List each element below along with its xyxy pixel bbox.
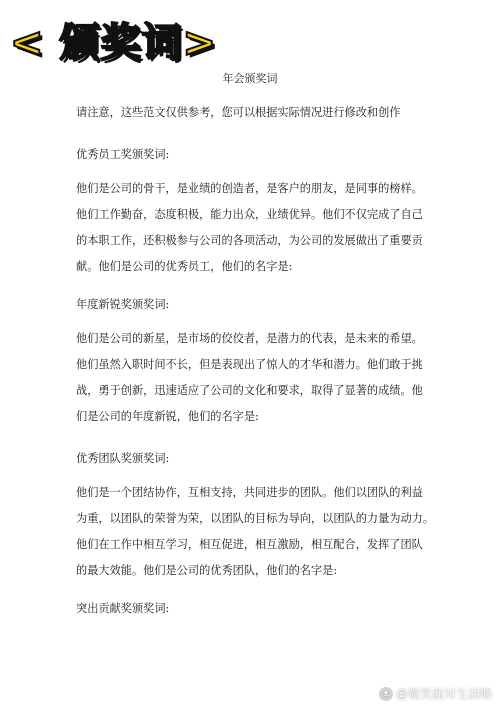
paragraph-line: 战，勇于创新，迅速适应了公司的文化和要求，取得了显著的成绩。他 <box>76 384 423 397</box>
paragraph-line: 的本职工作，还积极参与公司的各项活动，为公司的发展做出了重要贡 <box>76 234 423 247</box>
section-heading-excellent-team: 优秀团队奖颁奖词: <box>76 452 170 465</box>
document-title: 年会颁奖词 <box>222 72 278 85</box>
paragraph-line: 献。他们是公司的优秀员工，他们的名字是: <box>76 260 293 273</box>
paragraph-line: 的最大效能。他们是公司的优秀团队，他们的名字是: <box>76 564 338 577</box>
paragraph-line: 他们工作勤奋，态度积极，能力出众，业绩优异。他们不仅完成了自己 <box>76 208 423 221</box>
paragraph-line: 他们是公司的骨干，是业绩的创造者，是客户的朋友，是同事的榜样。 <box>76 182 423 195</box>
paragraph-line: 们是公司的年度新锐，他们的名字是: <box>76 410 259 423</box>
paragraph-line: 为重，以团队的荣誉为荣，以团队的目标为导向，以团队的力量为动力。 <box>76 512 435 525</box>
paragraph-line: 他们是公司的新星，是市场的佼佼者，是潜力的代表，是未来的希望。 <box>76 332 423 345</box>
section-heading-outstanding-contribution: 突出贡献奖颁奖词: <box>76 602 170 615</box>
section-heading-excellent-employee: 优秀员工奖颁奖词: <box>76 148 170 161</box>
watermark <box>379 685 492 702</box>
paragraph-line: 他们是一个团结协作，互相支持，共同进步的团队。他们以团队的利益 <box>76 486 423 499</box>
paragraph-line: 他们虽然入职时间不长，但是表现出了惊人的才华和潜力。他们敢于挑 <box>76 358 423 371</box>
bear-icon: ᴥ <box>379 687 393 701</box>
note-text: 请注意，这些范文仅供参考，您可以根据实际情况进行修改和创作 <box>76 106 401 119</box>
section-heading-annual-newcomer: 年度新锐奖颁奖词: <box>76 298 170 311</box>
watermark-text: @微笑面对生活略 <box>395 687 492 701</box>
page-banner: < 颁奖词> <box>10 19 217 66</box>
paragraph-line: 他们在工作中相互学习，相互促进，相互激励，相互配合，发挥了团队 <box>76 538 423 551</box>
